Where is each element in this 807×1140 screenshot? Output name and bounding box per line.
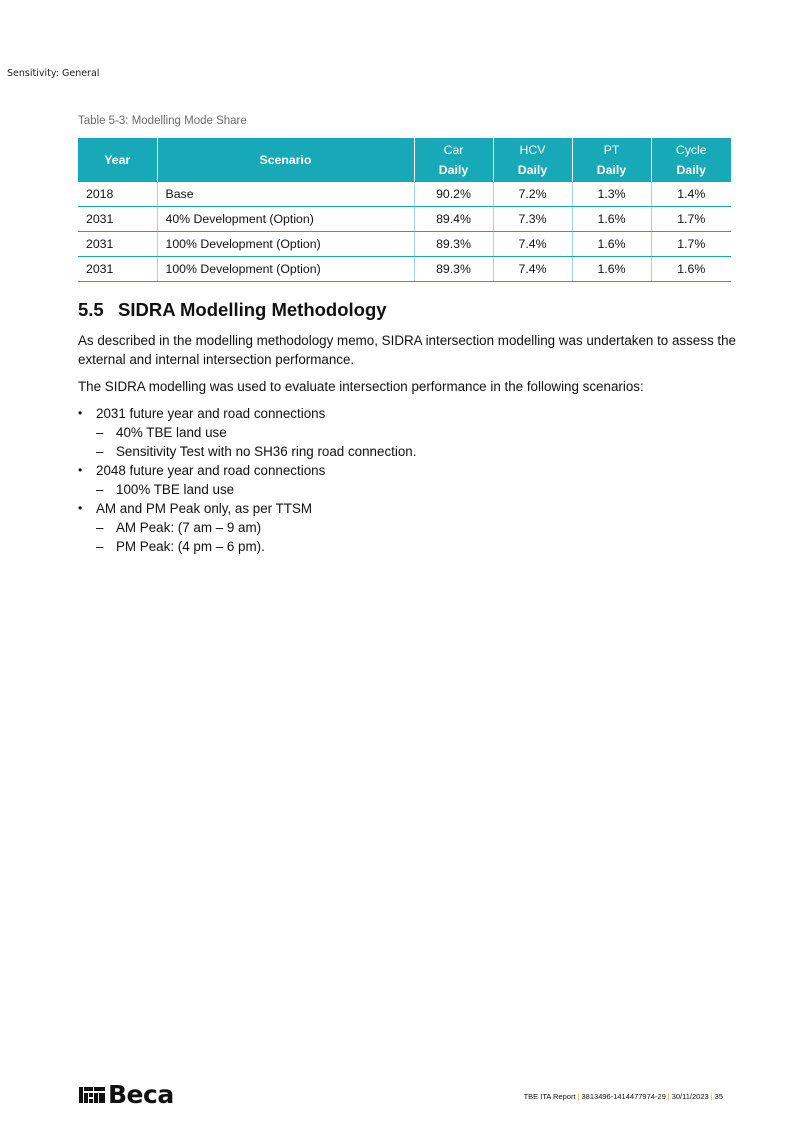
footer-reference: 3813496-1414477974-29 [581, 1092, 666, 1101]
cell-hcv: 7.2% [493, 182, 572, 207]
header-hcv [493, 138, 572, 182]
header-cycle [651, 138, 731, 182]
cell-scenario: 40% Development (Option) [157, 207, 414, 232]
page-footer [524, 1092, 723, 1101]
paragraph-intro: As described in the modelling methodology memo, SIDRA intersection modelling was undertaken to assess the external and internal intersection performance. [78, 333, 736, 367]
cell-year: 2018 [78, 182, 157, 207]
cell-year: 2031 [78, 207, 157, 232]
list-item [78, 404, 416, 461]
bullet-text: AM and PM Peak only, as per TTSM [96, 501, 313, 516]
mode-share-table [78, 138, 731, 282]
header-cycle-bottom: Daily [676, 163, 706, 177]
bullet-text: 2048 future year and road connections [96, 463, 326, 478]
cell-cycle: 1.7% [651, 232, 731, 257]
cell-car: 89.3% [414, 257, 493, 282]
list-item [78, 499, 416, 556]
header-hcv-top: HCV [519, 143, 546, 157]
header-car-top: Car [443, 143, 464, 157]
cell-car: 90.2% [414, 182, 493, 207]
footer-separator: | [710, 1092, 713, 1101]
cell-pt: 1.6% [572, 257, 651, 282]
header-cycle-top: Cycle [675, 143, 707, 157]
footer-separator: | [577, 1092, 580, 1101]
cell-pt: 1.3% [572, 182, 651, 207]
sensitivity-label: Sensitivity: General [7, 68, 100, 79]
bullet-text: 2031 future year and road connections [96, 406, 326, 421]
section-heading [78, 299, 387, 321]
sub-list [96, 423, 416, 461]
cell-pt: 1.6% [572, 207, 651, 232]
table-row [78, 232, 731, 257]
cell-car: 89.3% [414, 232, 493, 257]
beca-logo-icon [79, 1085, 105, 1105]
table-row [78, 257, 731, 282]
header-pt [572, 138, 651, 182]
cell-year: 2031 [78, 257, 157, 282]
section-title: SIDRA Modelling Methodology [118, 299, 387, 320]
sub-list [96, 480, 416, 499]
sub-list-item: – 100% TBE land use [96, 480, 416, 499]
paragraph-scenarios: The SIDRA modelling was used to evaluate intersection performance in the following scenarios: [78, 379, 644, 394]
sub-list-item: – PM Peak: (4 pm – 6 pm). [96, 537, 416, 556]
sub-list-item: – Sensitivity Test with no SH36 ring road connection. [96, 442, 416, 461]
scenario-list [78, 404, 416, 556]
section-number: 5.5 [78, 299, 104, 320]
cell-hcv: 7.4% [493, 232, 572, 257]
cell-hcv: 7.4% [493, 257, 572, 282]
sub-list-item: – 40% TBE land use [96, 423, 416, 442]
cell-scenario: 100% Development (Option) [157, 257, 414, 282]
cell-cycle: 1.4% [651, 182, 731, 207]
header-car-bottom: Daily [438, 163, 469, 177]
footer-separator: | [667, 1092, 670, 1101]
list-item [78, 461, 416, 499]
header-pt-top: PT [603, 143, 620, 157]
header-hcv-bottom: Daily [517, 163, 548, 177]
cell-cycle: 1.6% [651, 257, 731, 282]
header-scenario: Scenario [157, 138, 414, 182]
sub-list [96, 518, 416, 556]
header-pt-bottom: Daily [596, 163, 627, 177]
header-year: Year [78, 138, 157, 182]
beca-logo [79, 1080, 174, 1109]
header-car [414, 138, 493, 182]
page-number: 35 [714, 1092, 723, 1101]
cell-car: 89.4% [414, 207, 493, 232]
cell-scenario: 100% Development (Option) [157, 232, 414, 257]
footer-date: 30/11/2023 [671, 1092, 709, 1101]
cell-year: 2031 [78, 232, 157, 257]
cell-pt: 1.6% [572, 232, 651, 257]
table-row [78, 207, 731, 232]
table-caption: Table 5-3: Modelling Mode Share [78, 115, 247, 127]
sub-list-item: – AM Peak: (7 am – 9 am) [96, 518, 416, 537]
cell-cycle: 1.7% [651, 207, 731, 232]
beca-logo-text: Beca [108, 1080, 174, 1109]
table-header-row [78, 138, 731, 182]
cell-hcv: 7.3% [493, 207, 572, 232]
table-row [78, 182, 731, 207]
cell-scenario: Base [157, 182, 414, 207]
footer-report: TBE ITA Report [523, 1092, 576, 1101]
